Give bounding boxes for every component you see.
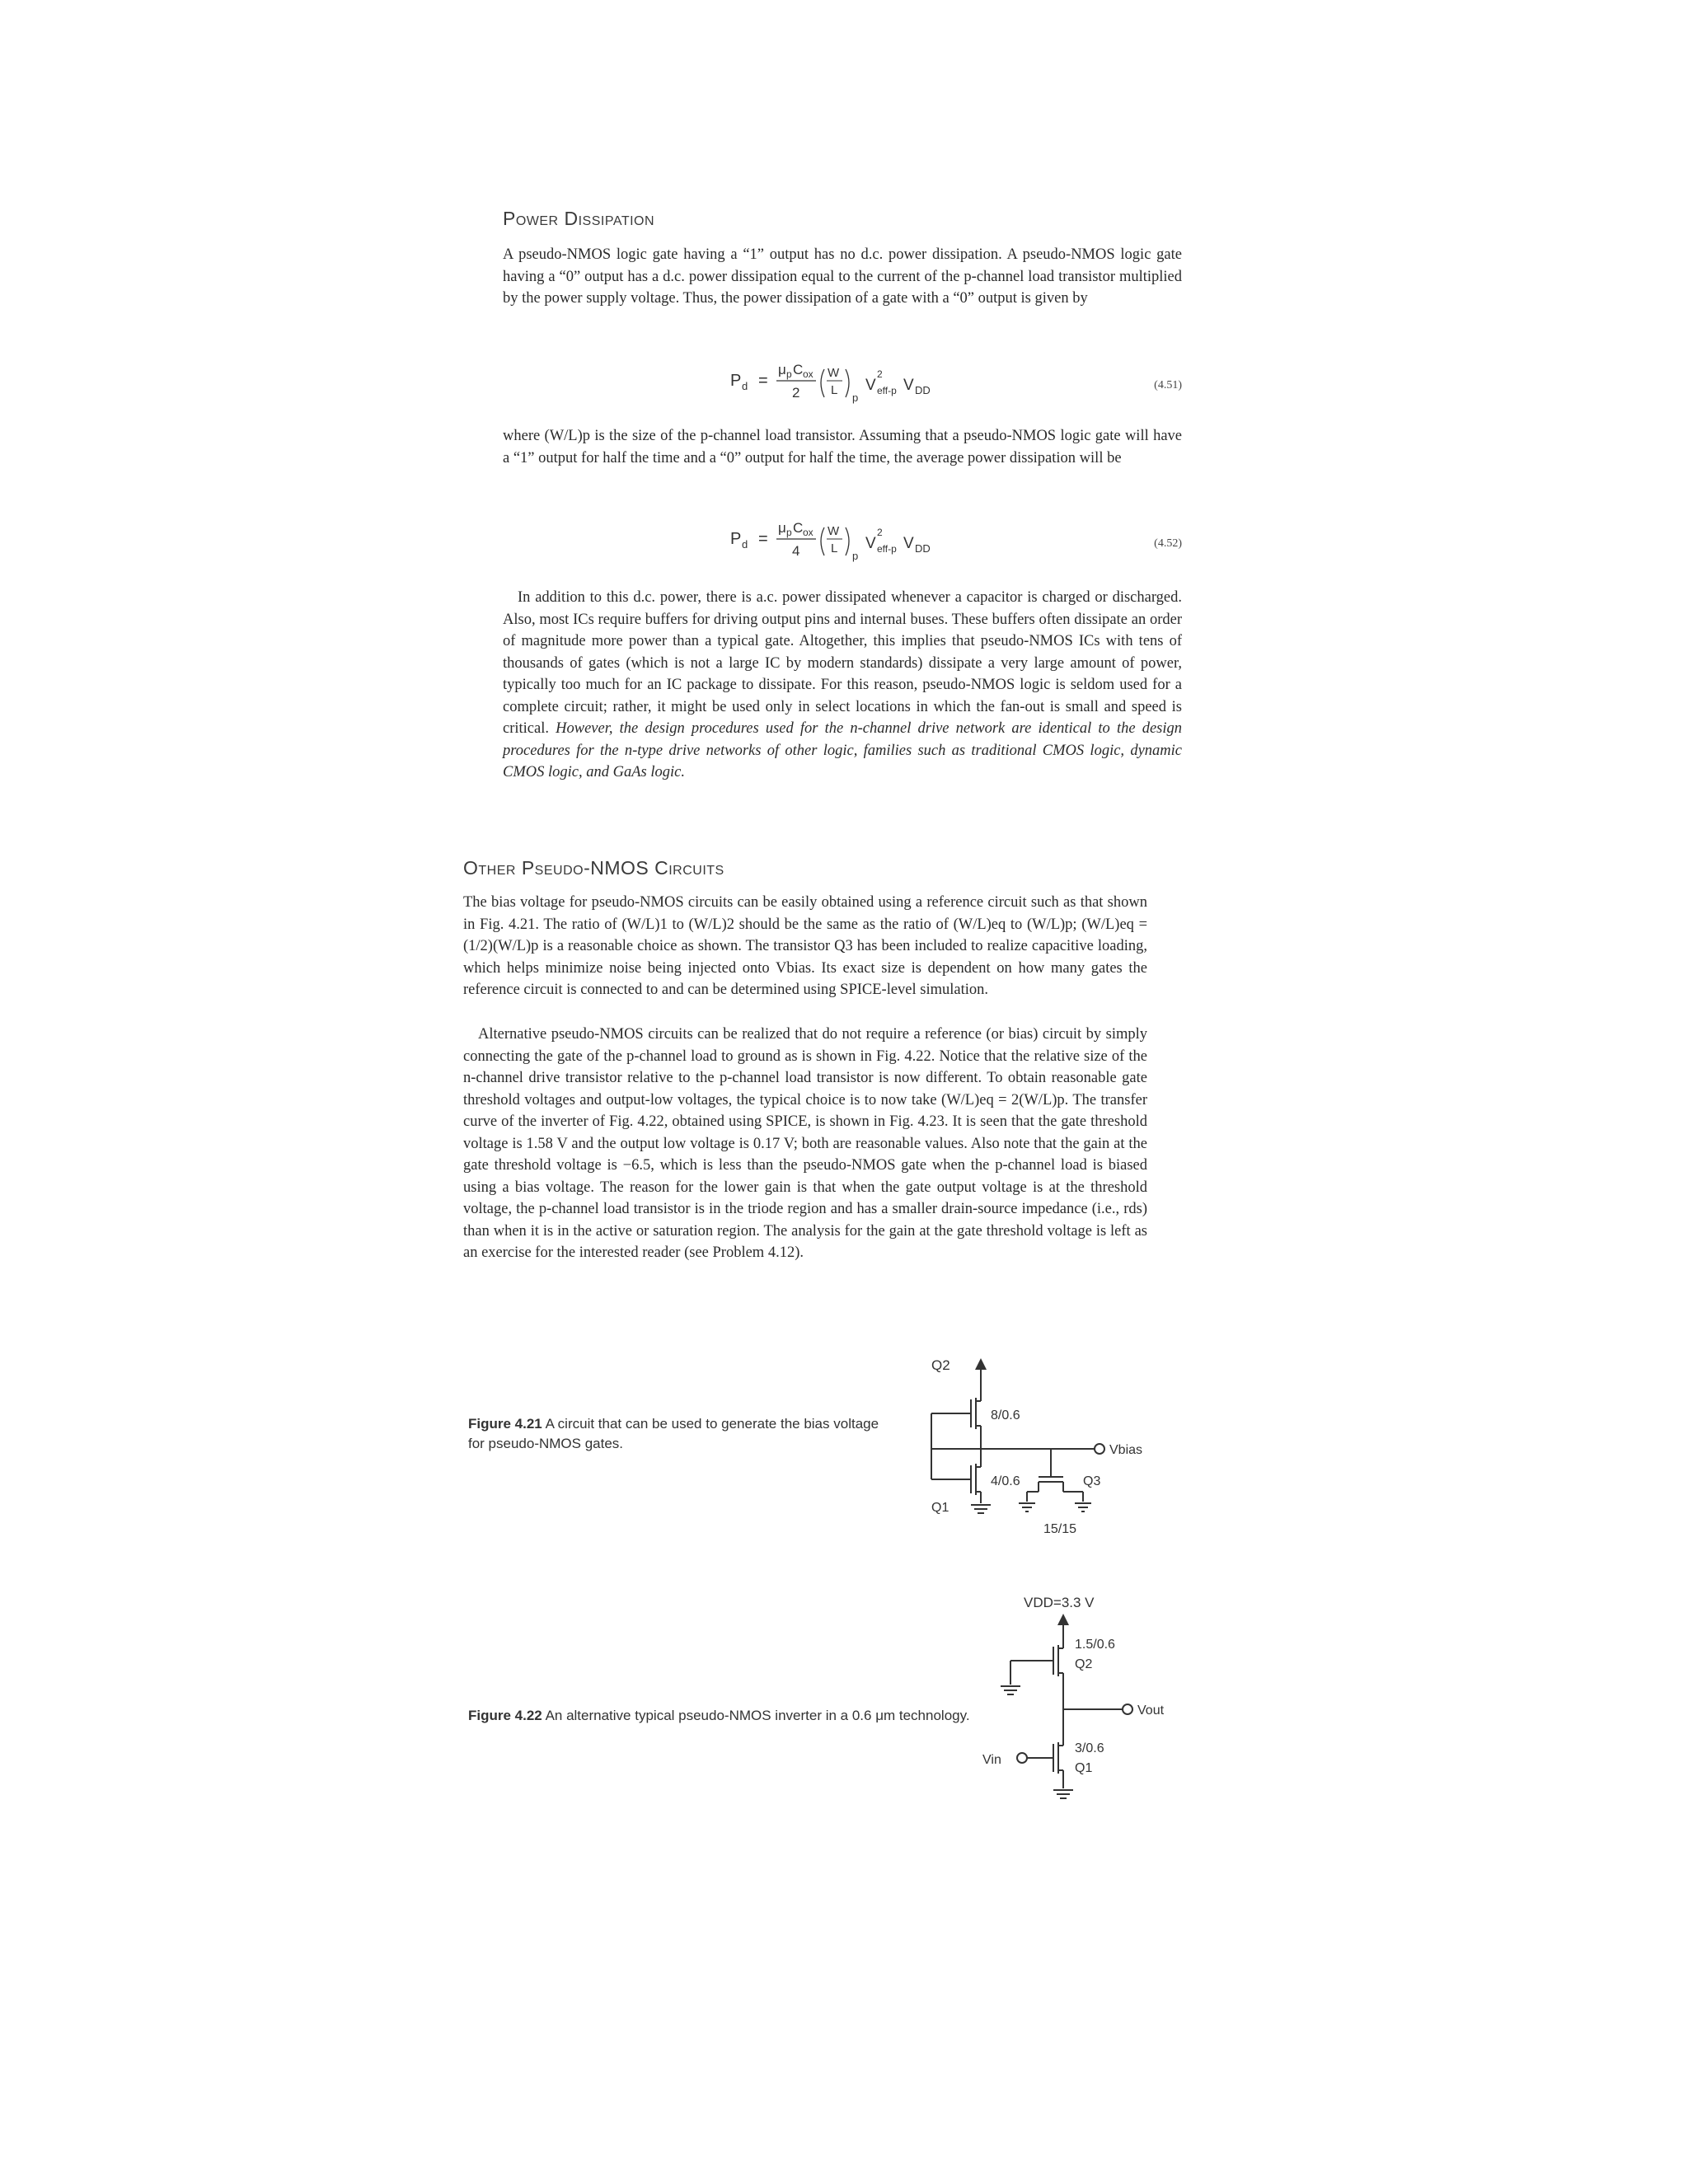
svg-text:L: L [831, 383, 838, 397]
svg-text:W: W [828, 366, 840, 380]
power-p3-text [503, 587, 1182, 784]
fig422-vdd-label: VDD=3.3 V [1024, 1595, 1095, 1610]
svg-text:C: C [793, 520, 804, 536]
svg-text:eff-p: eff-p [877, 543, 897, 555]
svg-text:P: P [730, 372, 742, 390]
figure-4-21-caption [468, 1414, 880, 1454]
svg-text:2: 2 [877, 527, 883, 538]
svg-text:P: P [730, 530, 742, 548]
svg-text:ox: ox [803, 527, 814, 538]
power-p3-italic: However, the design procedures used for the n-channel drive network are identical to the design procedures for the n-type drive networks of other logic, families such as traditional CMOS logic, dynamic CMOS logic, and GaAs logic. [503, 720, 1182, 780]
svg-text:DD: DD [915, 542, 931, 555]
power-paragraph-2 [503, 425, 1182, 469]
fig421-q1-label: Q1 [931, 1501, 950, 1515]
other-p1-text: The bias voltage for pseudo-NMOS circuits can be easily obtained using a reference circuit such as that shown in Fig. 4.21. The ratio of (W/L)1 to (W/L)2 should be the same as the ratio of (W/L)eq to (W/L)p; (W/L)eq = (1/2)(W/L)p is a reasonable choice as shown. The transistor Q3 has been included to realize capacitive loading, which helps minimize noise being injected onto Vbias. Its exact size is dependent on how many gates the reference circuit is connected to and can be determined using SPICE-level simulation. [463, 894, 1147, 998]
power-p2-text: where (W/L)p is the size of the p-channel load transistor. Assuming that a pseudo-NMOS logic gate will have a “1” output for half the time and a “0” output for half the time, the average power dissipation will be [503, 428, 1182, 466]
figure-4-22-caption [468, 1706, 979, 1726]
svg-text:4: 4 [792, 543, 800, 559]
svg-text:p: p [786, 368, 792, 380]
equation-4-51-number: (4.51) [1154, 379, 1182, 391]
equation-4-52-number: (4.52) [1154, 537, 1182, 550]
fig422-q2-label: Q2 [1075, 1657, 1093, 1671]
equation-4-51-graphic [692, 353, 1022, 410]
fig422-q2-size: 1.5/0.6 [1075, 1638, 1115, 1652]
svg-text:d: d [742, 538, 748, 551]
fig422-q1-size: 3/0.6 [1075, 1741, 1104, 1755]
equation-4-51 [692, 353, 1022, 410]
other-p2-text: Alternative pseudo-NMOS circuits can be realized that do not require a reference (or bias) circuit by simply connecting the gate of the p-channel load to ground as is shown in Fig. 4.22. Notice that the relative size of the n-channel drive transistor relative to the p-channel load transistor is now different. To obtain reasonable gate threshold voltages and output-low voltages, the typical choice is to now take (W/L)eq = 2(W/L)p. The transfer curve of the inverter of Fig. 4.22, obtained using SPICE, is shown in Fig. 4.23. It is seen that the gate threshold voltage is 1.58 V and the output low voltage is 0.17 V; both are reasonable values. Also note that the gain at the gate threshold voltage is −6.5, which is less than the pseudo-NMOS gate when the p-channel load is biased using a bias voltage. The reason for the lower gain is that when the gate output voltage is at the threshold voltage, the p-channel load transistor is in the triode region and has a smaller drain-source impedance (i.e., rds) than when it is in the active or saturation region. The analysis for the gain at the gate threshold voltage is left as an exercise for the interested reader (see Problem 4.12). [463, 1026, 1147, 1261]
svg-text:=: = [758, 530, 768, 548]
power-p1-text: A pseudo-NMOS logic gate having a “1” output has no d.c. power dissipation. A pseudo-NMOS logic gate having a “0” output has a d.c. power dissipation equal to the current of the p-channel load transistor multiplied by the power supply voltage. Thus, the power dissipation of a gate with a “0” output is given by [503, 246, 1182, 307]
power-p3-normal: In addition to this d.c. power, there is a.c. power dissipated whenever a capacitor is charged or discharged. Also, most ICs require buffers for driving output pins and internal buses. These buffers often dissipate an order of magnitude more power than a typical gate. Altogether, this implies that pseudo-NMOS ICs with tens of thousands of gates (which is not a large IC by modern standards) dissipate a very large amount of power, typically too much for an IC package to dissipate. For this reason, pseudo-NMOS logic is seldom used for a complete circuit; rather, it might be used only in select locations in which the fan-out is small and speed is critical. [503, 589, 1182, 737]
power-paragraph-1 [503, 244, 1182, 310]
svg-text:L: L [831, 541, 838, 555]
figure-4-22-text: An alternative typical pseudo-NMOS inverter in a 0.6 μm technology. [545, 1708, 970, 1723]
figure-4-21-label: Figure 4.21 [468, 1416, 542, 1432]
other-circuits-heading: Other Pseudo-NMOS Circuits [463, 857, 724, 879]
fig421-q2-label: Q2 [931, 1357, 950, 1373]
figure-4-21-circuit [907, 1352, 1170, 1533]
fig422-vout-label: Vout [1137, 1704, 1165, 1718]
svg-text:μ: μ [778, 520, 786, 536]
other-paragraph-2 [463, 1024, 1147, 1264]
svg-text:μ: μ [778, 362, 786, 377]
power-paragraph-3 [503, 587, 1182, 784]
fig422-vin-label: Vin [982, 1753, 1001, 1767]
fig421-q3-size: 15/15 [1043, 1522, 1077, 1533]
figure-4-21-text: A circuit that can be used to generate the bias voltage for pseudo-NMOS gates. [468, 1416, 879, 1451]
svg-text:p: p [852, 391, 859, 404]
svg-text:C: C [793, 362, 804, 377]
figure-4-22-circuit [964, 1591, 1195, 1830]
other-paragraph-1 [463, 892, 1147, 1001]
fig422-q1-label: Q1 [1075, 1761, 1093, 1775]
svg-text:V: V [903, 535, 914, 552]
fig421-q2-size: 8/0.6 [991, 1408, 1020, 1422]
svg-text:W: W [828, 524, 840, 538]
equation-4-52-graphic [692, 511, 1022, 569]
svg-text:ox: ox [803, 368, 814, 380]
svg-text:=: = [758, 372, 768, 390]
power-dissipation-heading: Power Dissipation [503, 208, 655, 229]
svg-text:eff-p: eff-p [877, 385, 897, 396]
svg-text:p: p [786, 527, 792, 538]
svg-text:DD: DD [915, 384, 931, 396]
fig421-q1-size: 4/0.6 [991, 1474, 1020, 1488]
svg-text:2: 2 [792, 385, 800, 401]
svg-text:V: V [865, 535, 876, 552]
svg-text:V: V [903, 377, 914, 394]
fig421-vbias-label: Vbias [1109, 1443, 1143, 1457]
svg-text:V: V [865, 377, 876, 394]
fig421-q3-label: Q3 [1083, 1474, 1101, 1488]
svg-text:p: p [852, 550, 859, 562]
equation-4-52 [692, 511, 1022, 569]
svg-text:2: 2 [877, 368, 883, 380]
figure-4-22-label: Figure 4.22 [468, 1708, 542, 1723]
svg-text:d: d [742, 380, 748, 392]
